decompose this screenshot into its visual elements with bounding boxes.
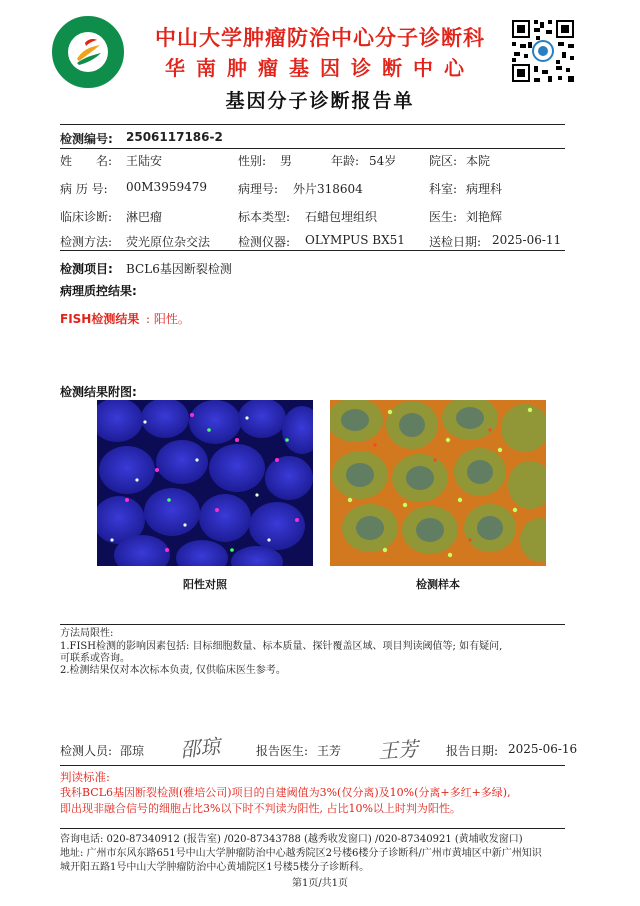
report-number-label: 检测编号:	[60, 132, 113, 146]
reporter-name: 王芳	[317, 744, 342, 758]
tester-name: 邵琼	[120, 744, 145, 758]
center-name: 华南肿瘤基因诊断中心	[165, 56, 475, 80]
report-title: 基因分子诊断报告单	[225, 90, 415, 112]
dept-label: 科室:	[429, 182, 458, 196]
test-sample-caption: 检测样本	[416, 578, 460, 591]
pathology-number: 外片318604	[293, 182, 363, 196]
footer-address-2: 城开阳五路1号中山大学肿瘤防治中心黄埔院区1号楼5楼分子诊断科。	[60, 862, 370, 873]
record-number: 00M3959479	[126, 180, 207, 194]
criteria-line-1: 我科BCL6基因断裂检测(雅培公司)项目的自建阈值为3%(仅分离)及10%(分离+多红+多绿),	[60, 786, 511, 799]
diagnosis-value: 淋巴瘤	[126, 210, 163, 224]
positive-control-caption: 阳性对照	[183, 578, 227, 591]
info-divider-top	[60, 148, 565, 149]
specimen-value: 石蜡包埋组织	[305, 210, 378, 224]
limitations-line-3: 2.检测结果仅对本次标本负责, 仅供临床医生参考。	[60, 665, 286, 676]
footer-contact: 咨询电话: 020-87340912 (报告室) /020-87343788 (越秀收发窗口) /020-87340921 (黄埔收发窗口)	[60, 834, 523, 845]
qc-label: 病理质控结果:	[60, 284, 137, 298]
fish-result-value: : 阳性。	[146, 312, 190, 326]
hospital-logo	[52, 16, 124, 88]
report-number: 2506117186-2	[126, 130, 223, 144]
hospital-name: 中山大学肿瘤防治中心分子诊断科	[155, 26, 485, 50]
report-date-label: 报告日期:	[446, 744, 499, 758]
method-label: 检测方法:	[60, 235, 113, 249]
pathology-label: 病理号:	[238, 182, 279, 196]
qr-code-icon	[510, 18, 576, 84]
gender-label: 性别:	[238, 154, 267, 168]
doctor-label: 医生:	[429, 210, 458, 224]
footer-divider	[60, 828, 565, 829]
doctor-value: 刘艳辉	[466, 210, 503, 224]
header-divider	[60, 124, 565, 125]
patient-age: 54岁	[369, 154, 397, 168]
images-label: 检测结果附图:	[60, 385, 137, 399]
reporter-signature: 王芳	[377, 736, 419, 764]
test-sample-image	[330, 400, 546, 566]
send-date-value: 2025-06-11	[492, 233, 562, 247]
tester-label: 检测人员:	[60, 744, 113, 758]
instrument-value: OLYMPUS BX51	[305, 233, 405, 247]
patient-district: 本院	[466, 154, 491, 168]
footer-address-1: 地址: 广州市东风东路651号中山大学肿瘤防治中心越秀院区2号楼6楼分子诊断科/广州市黄埔区中新广州知识	[60, 848, 542, 859]
age-label: 年龄:	[331, 154, 360, 168]
project-value: BCL6基因断裂检测	[126, 262, 232, 276]
criteria-divider	[60, 765, 565, 766]
name-label: 姓 名:	[60, 154, 113, 168]
limitations-title: 方法局限性:	[60, 628, 114, 639]
tester-signature: 邵琼	[179, 733, 222, 763]
method-value: 荧光原位杂交法	[126, 235, 211, 249]
criteria-line-2: 即出现非融合信号的细胞占比3%以下时不判读为阳性, 占比10%以上时判为阳性。	[60, 802, 461, 815]
info-divider-bottom	[60, 250, 565, 251]
send-date-label: 送检日期:	[429, 235, 482, 249]
specimen-label: 标本类型:	[238, 210, 291, 224]
patient-name: 王陆安	[126, 154, 163, 168]
page-indicator: 第1页/共1页	[291, 878, 349, 889]
district-label: 院区:	[429, 154, 458, 168]
dept-value: 病理科	[466, 182, 503, 196]
project-label: 检测项目:	[60, 262, 113, 276]
report-date-value: 2025-06-16	[508, 742, 578, 756]
record-label: 病 历 号:	[60, 182, 108, 196]
criteria-title: 判读标准:	[60, 770, 110, 784]
reporter-label: 报告医生:	[256, 744, 309, 758]
limitations-line-2: 可联系或咨询。	[60, 653, 130, 664]
fish-result-label: FISH检测结果	[60, 312, 140, 326]
limitations-divider	[60, 624, 565, 625]
instrument-label: 检测仪器:	[238, 235, 291, 249]
limitations-line-1: 1.FISH检测的影响因素包括: 目标细胞数量、标本质量、探针覆盖区域、项目判读阈值等; 如有疑问,	[60, 641, 503, 652]
patient-gender: 男	[280, 154, 293, 168]
diagnosis-label: 临床诊断:	[60, 210, 113, 224]
logo-emblem-icon	[55, 19, 121, 85]
positive-control-image	[97, 400, 313, 566]
